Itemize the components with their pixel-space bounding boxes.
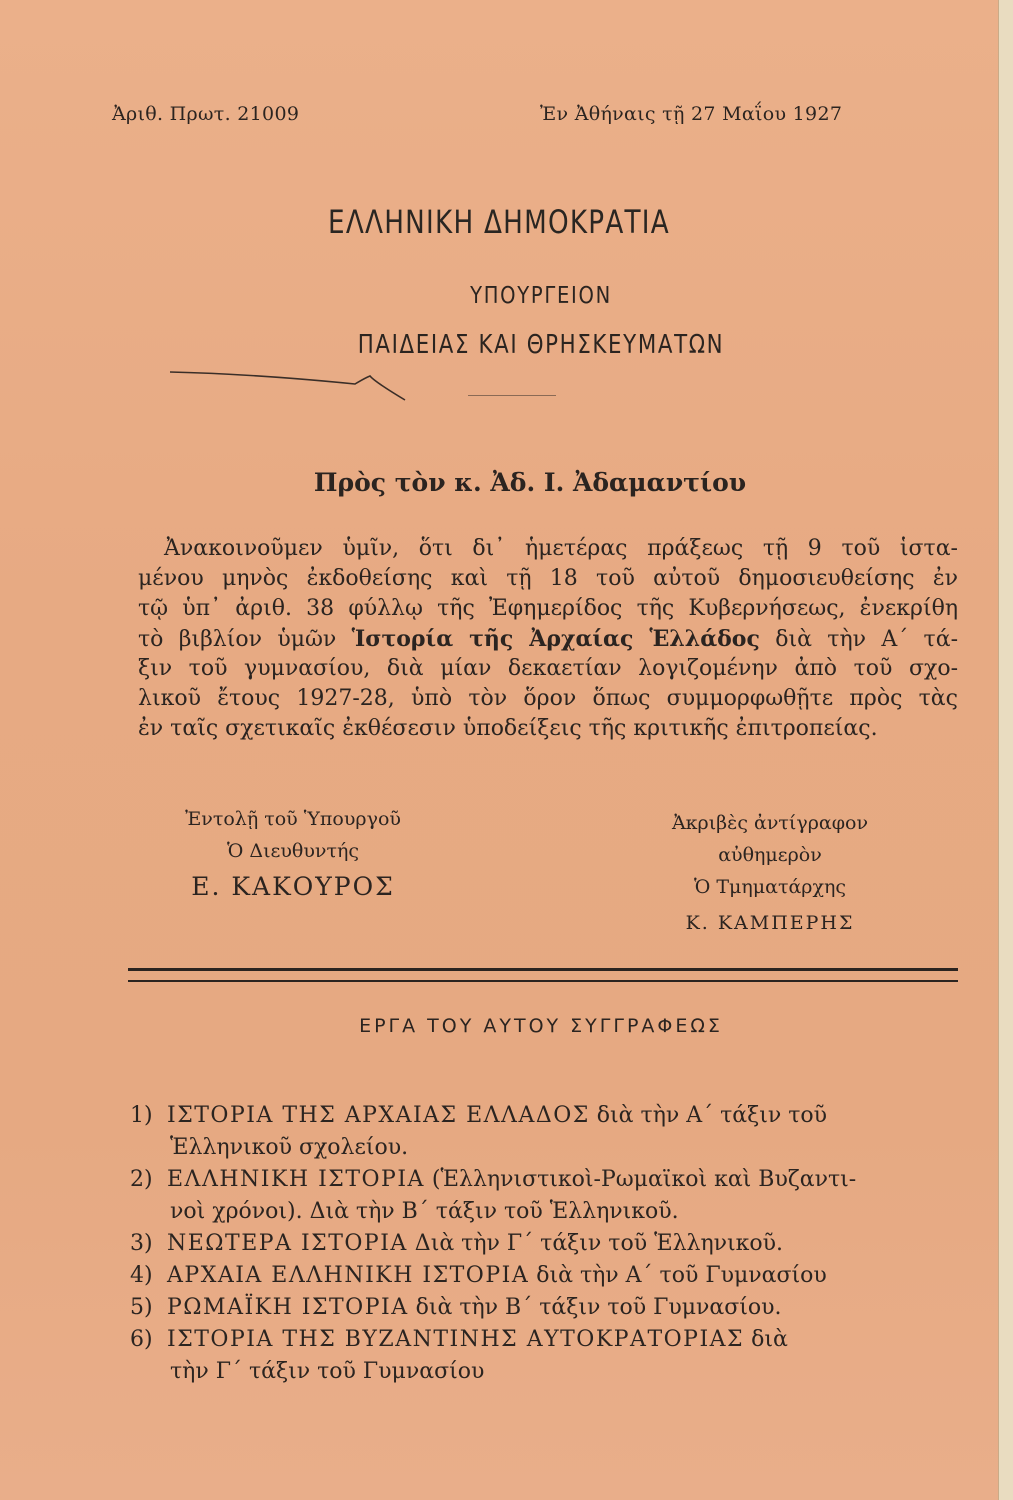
work-item	[130, 1260, 940, 1292]
work-item	[130, 1228, 940, 1260]
signature-right-line-3: Ὁ Τμηματάρχης	[694, 876, 846, 898]
work-title: ΙΣΤΟΡΙΑ ΤΗΣ ΑΡΧΑΙΑΣ ΕΛΛΑΔΟΣ	[167, 1103, 590, 1128]
page-edge	[998, 0, 1013, 1500]
work-item-continuation: νοὶ χρόνοι). Διὰ τὴν Β΄ τάξιν τοῦ Ἑλληνικοῦ.	[170, 1199, 679, 1224]
body-line: ξιν τοῦ γυμνασίου, διὰ μίαν δεκαετίαν λογιζομένην ἀπὸ τοῦ σχο-	[138, 656, 958, 681]
divider-rule	[468, 395, 556, 396]
work-item-continuation: τὴν Γ΄ τάξιν τοῦ Γυμνασίου	[170, 1359, 485, 1384]
work-title: ΝΕΩΤΕΡΑ ΙΣΤΟΡΙΑ	[167, 1231, 408, 1256]
signature-left-name: Ε. ΚΑΚΟΥΡΟΣ	[191, 872, 395, 901]
signature-right-line-1: Ἀκριβὲς ἀντίγραφον	[671, 812, 869, 834]
work-number: 2)	[130, 1167, 153, 1192]
work-number: 4)	[130, 1263, 153, 1288]
work-number: 6)	[130, 1327, 153, 1352]
work-item	[130, 1164, 940, 1196]
work-title: ΕΛΛΗΝΙΚΗ ΙΣΤΟΡΙΑ	[167, 1167, 425, 1192]
addressee: Πρὸς τὸν κ. Ἀδ. Ι. Ἀδαμαντίου	[313, 468, 747, 497]
letter-body	[138, 534, 958, 744]
section-divider	[128, 968, 958, 982]
signature-right-name: Κ. ΚΑΜΠΕΡΗΣ	[685, 912, 855, 934]
work-title: ΙΣΤΟΡΙΑ ΤΗΣ ΒΥΖΑΝΤΙΝΗΣ ΑΥΤΟΚΡΑΤΟΡΙΑΣ	[167, 1327, 745, 1352]
ministry-line-2: ΠΑΙΔΕΙΑΣ ΚΑΙ ΘΡΗΣΚΕΥΜΑΤΩΝ	[357, 330, 725, 360]
body-line: ἐν ταῖς σχετικαῖς ἐκθέσεσιν ὑποδείξεις τῆς κριτικῆς ἐπιτροπείας.	[138, 716, 878, 741]
work-item	[130, 1100, 940, 1132]
body-line: μένου μηνὸς ἐκδοθείσης καὶ τῇ 18 τοῦ αὐτοῦ δημοσιευθείσης ἐν	[138, 566, 958, 591]
signature-left-line-2: Ὁ Διευθυντής	[226, 840, 359, 862]
handwritten-stroke	[165, 360, 425, 410]
work-item	[130, 1324, 940, 1356]
signature-right-line-2: αὐθημερὸν	[718, 844, 822, 866]
work-number: 5)	[130, 1295, 153, 1320]
work-description: διὰ τὴν Α΄ τοῦ Γυμνασίου	[529, 1263, 827, 1288]
work-item-continuation: Ἑλληνικοῦ σχολείου.	[170, 1135, 409, 1160]
body-line	[138, 624, 958, 654]
work-title: ΑΡΧΑΙΑ ΕΛΛΗΝΙΚΗ ΙΣΤΟΡΙΑ	[167, 1263, 530, 1288]
work-number: 3)	[130, 1231, 153, 1256]
body-text-fragment: διὰ τὴν Α΄ τά-	[759, 627, 958, 652]
work-description: Διὰ τὴν Γ΄ τάξιν τοῦ Ἑλληνικοῦ.	[407, 1231, 784, 1256]
work-description: διὰ τὴν Α΄ τάξιν τοῦ	[589, 1103, 828, 1128]
book-title: Ἱστορία τῆς Ἀρχαίας Ἑλλάδος	[351, 626, 760, 652]
work-description: διὰ	[744, 1327, 788, 1352]
work-number: 1)	[130, 1103, 153, 1128]
work-description: (Ἑλληνιστικοὶ-Ρωμαϊκοὶ καὶ Βυζαντι-	[424, 1167, 857, 1192]
work-title: ΡΩΜΑΪΚΗ ΙΣΤΟΡΙΑ	[167, 1295, 409, 1320]
body-line: Ἀνακοινοῦμεν ὑμῖν, ὅτι δι᾿ ἡμετέρας πράξεως τῇ 9 τοῦ ἱστα-	[164, 536, 958, 561]
signature-left-line-1: Ἐντολῇ τοῦ Ὑπουργοῦ	[185, 808, 401, 830]
body-text-fragment: τὸ βιβλίον ὑμῶν	[138, 627, 352, 652]
republic-title: ΕΛΛΗΝΙΚΗ ΔΗΜΟΚΡΑΤΙΑ	[328, 203, 670, 241]
work-description: διὰ τὴν Β΄ τάξιν τοῦ Γυμνασίου.	[408, 1295, 782, 1320]
place-date: Ἐν Ἀθήναις τῇ 27 Μαΐου 1927	[540, 103, 843, 125]
work-item	[130, 1292, 940, 1324]
works-list	[130, 1100, 940, 1388]
body-line: λικοῦ ἔτους 1927-28, ὑπὸ τὸν ὅρον ὅπως συμμορφωθῇτε πρὸς τὰς	[138, 686, 958, 711]
protocol-number: Ἀριθ. Πρωτ. 21009	[112, 103, 300, 125]
works-heading: ΕΡΓΑ ΤΟΥ ΑΥΤΟΥ ΣΥΓΓΡΑΦΕΩΣ	[359, 1015, 723, 1037]
body-line: τῷ ὑπ᾿ ἀριθ. 38 φύλλῳ τῆς Ἐφημερίδος τῆς Κυβερνήσεως, ἐνεκρίθη	[138, 596, 958, 621]
ministry-line-1: ΥΠΟΥΡΓΕΙΟΝ	[470, 283, 612, 309]
